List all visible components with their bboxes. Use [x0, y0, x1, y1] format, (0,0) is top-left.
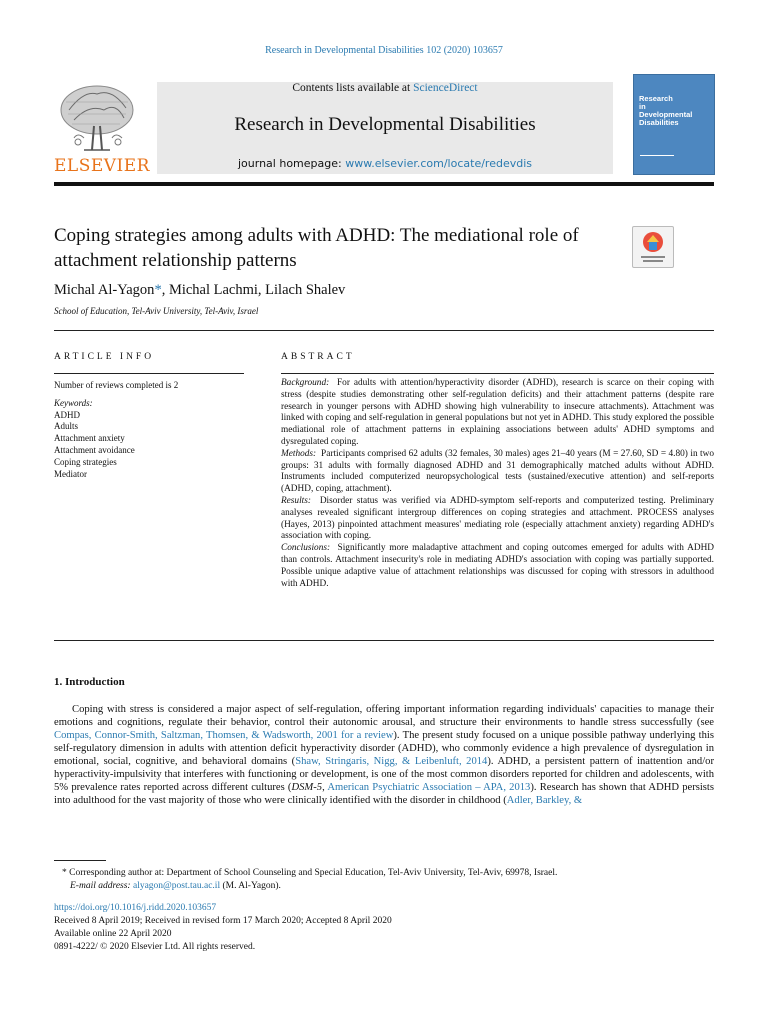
journal-homepage: [157, 157, 613, 170]
keyword: ADHD: [54, 409, 80, 420]
email-link[interactable]: alyagon@post.tau.ac.il: [132, 881, 221, 891]
cover-line-3: Developmental: [639, 110, 693, 119]
cover-line-2: in: [639, 102, 646, 111]
copyright: 0891-4222/ © 2020 Elsevier Ltd. All rights reserved.: [54, 942, 256, 952]
footnote-text: Corresponding author at: Department of School Counseling and Special Education, Tel-Aviv University, Tel-Aviv, 69978, Israel.: [66, 868, 558, 878]
conclusions-text: Significantly more maladaptive attachment and coping outcomes emerged for adults with ADHD than controls. Attachment insecurity's role in mediating ADHD's association with coping was partially supported. Possible unique adaptive value of attachment relationships was discussed for coping with stressors in adulthood with ADHD.: [281, 543, 714, 589]
divider: [54, 640, 714, 641]
citation-link[interactable]: Adler, Barkley, &: [506, 795, 583, 806]
header-divider: [54, 182, 714, 186]
results-label: Results:: [281, 495, 311, 506]
abstract-conclusions: [281, 543, 714, 590]
sciencedirect-link[interactable]: ScienceDirect: [413, 82, 478, 94]
check-for-updates-badge[interactable]: [632, 226, 674, 268]
background-text: For adults with attention/hyperactivity disorder (ADHD), research is scarce on their coping with stress (despite studies demonstrating other self-regulation deficits) and their attachment patterns (despite rare research in younger persons with ADHD showing high vulnerability to insecure attachments). Attachment was linked with coping and self-regulation in general populations but not yet in ADHD. This study explored the possible mediational role of attachment patterns in explaining associations between adults' ADHD symptoms and dysregulated coping.: [281, 378, 715, 447]
footnote-mark: *: [62, 868, 67, 878]
intro-text: Coping with stress is considered a major aspect of self-regulation, offering important information regarding individuals' capacities to manage their emotions and cognitions, regulate their behavior, control their autonomic arousal, and structure their environments to handle stress successfully (see: [54, 704, 714, 728]
keywords-label: Keywords:: [54, 397, 93, 408]
article-title: Coping strategies among adults with ADHD: The mediational role of attachment relationship patterns: [54, 225, 579, 271]
affiliation: School of Education, Tel-Aviv University, Tel-Aviv, Israel: [54, 306, 259, 316]
conclusions-label: Conclusions:: [281, 543, 331, 554]
journal-citation[interactable]: Research in Developmental Disabilities 102 (2020) 103657: [265, 45, 503, 56]
section-heading-introduction: 1. Introduction: [54, 676, 125, 688]
author-list: [54, 282, 345, 299]
cover-title: [639, 95, 709, 127]
journal-title: Research in Developmental Disabilities: [234, 114, 536, 135]
citation-link[interactable]: American Psychiatric Association – APA, 2013: [327, 782, 531, 793]
cover-rule: [640, 155, 674, 156]
background-label: Background:: [281, 378, 330, 388]
tree-illustration-icon: [54, 80, 140, 156]
abstract-heading: ABSTRACT: [281, 352, 355, 362]
journal-cover-thumbnail[interactable]: [633, 74, 715, 175]
cover-line-1: Research: [639, 94, 673, 103]
email-label: E-mail address:: [70, 881, 131, 891]
intro-text: ). ADHD, a persistent pattern of inattention and/or hyperactivity-impulsivity that interferes with functioning or development, is one of the most common disorders reported for children and adolescents, with 5% prevalence rates reported across different cultures (: [54, 756, 714, 793]
abstract-background: [281, 378, 714, 449]
keyword: Adults: [54, 421, 79, 432]
other-authors: , Michal Lachmi, Lilach Shalev: [161, 282, 346, 298]
homepage-link[interactable]: www.elsevier.com/locate/redevdis: [345, 157, 532, 170]
methods-text: Participants comprised 62 adults (32 females, 30 males) ages 21–40 years (M = 27.60, SD = 4.80) in two groups: 31 adults with formally diagnosed ADHD and 31 demographically matched adults without ADHD. Instruments included computerized neuropsychological tests (sustained/executive attention) and self-reports (ADHD, coping, attachment).: [281, 448, 714, 495]
abstract-methods: [281, 449, 714, 496]
intro-text-italic: DSM-5: [291, 782, 323, 793]
email-suffix: (M. Al-Yagon).: [220, 881, 281, 891]
keyword: Attachment anxiety: [54, 433, 125, 444]
journal-header-band: [157, 82, 613, 174]
intro-text: ). The present study focused on a unique possible pathway underlying this self-regulatory dimension in adults with attention deficit hyperactivity disorder (ADHD), who commonly evidence a high prevalence of dysregulation in emotional, social, cognitive, and behavioral domains (: [54, 730, 714, 767]
intro-text: ). Research has shown that ADHD persists into adulthood for the vast majority of those who were clinically identified with the disorder in childhood (: [54, 782, 714, 806]
keyword: Coping strategies: [54, 456, 117, 467]
publisher-name: ELSEVIER: [54, 156, 150, 176]
author-1: Michal Al-Yagon: [54, 282, 155, 298]
corresponding-author-mark[interactable]: *: [154, 282, 162, 298]
contents-prefix: Contents lists available at: [292, 82, 414, 94]
check-for-updates-icon: [633, 227, 673, 267]
doi-link[interactable]: https://doi.org/10.1016/j.ridd.2020.103657: [54, 903, 217, 913]
keyword: Mediator: [54, 468, 87, 479]
cover-line-4: Disabilities: [639, 118, 679, 127]
abstract-divider: [281, 373, 714, 374]
article-info-divider: [54, 373, 244, 374]
citation-link[interactable]: Shaw, Stringaris, Nigg, & Leibenluft, 2014: [295, 756, 488, 767]
abstract-results: [281, 496, 714, 543]
elsevier-logo[interactable]: [54, 80, 150, 176]
introduction-paragraph: [54, 703, 714, 807]
publication-info: [54, 902, 392, 954]
article-info-heading: ARTICLE INFO: [54, 352, 155, 362]
available-online: Available online 22 April 2020: [54, 929, 172, 939]
abstract-body: [281, 378, 714, 590]
homepage-prefix: journal homepage:: [238, 157, 346, 170]
footnote: [62, 867, 557, 893]
methods-label: Methods:: [281, 448, 317, 459]
citation-link[interactable]: Compas, Connor-Smith, Saltzman, Thomsen, & Wadsworth, 2001 for a review: [54, 730, 394, 741]
intro-text: ,: [322, 782, 328, 793]
received-dates: Received 8 April 2019; Received in revised form 17 March 2020; Accepted 8 April 2020: [54, 916, 392, 926]
divider: [54, 330, 714, 331]
contents-line: [157, 82, 613, 94]
keyword: Attachment avoidance: [54, 444, 135, 455]
footnote-divider: [54, 860, 106, 861]
article-info-panel: [54, 380, 244, 480]
results-text: Disorder status was verified via ADHD-symptom self-reports and computerized testing. Preliminary analyses revealed significant intergroup differences on coping strategies and attachment. PROCESS analyses (Hayes, 2013) pinpointed attachment measures' mediating role (especially attachment anxiety) regarding ADHD's association with coping.: [281, 495, 714, 542]
reviews-count: Number of reviews completed is 2: [54, 380, 179, 390]
